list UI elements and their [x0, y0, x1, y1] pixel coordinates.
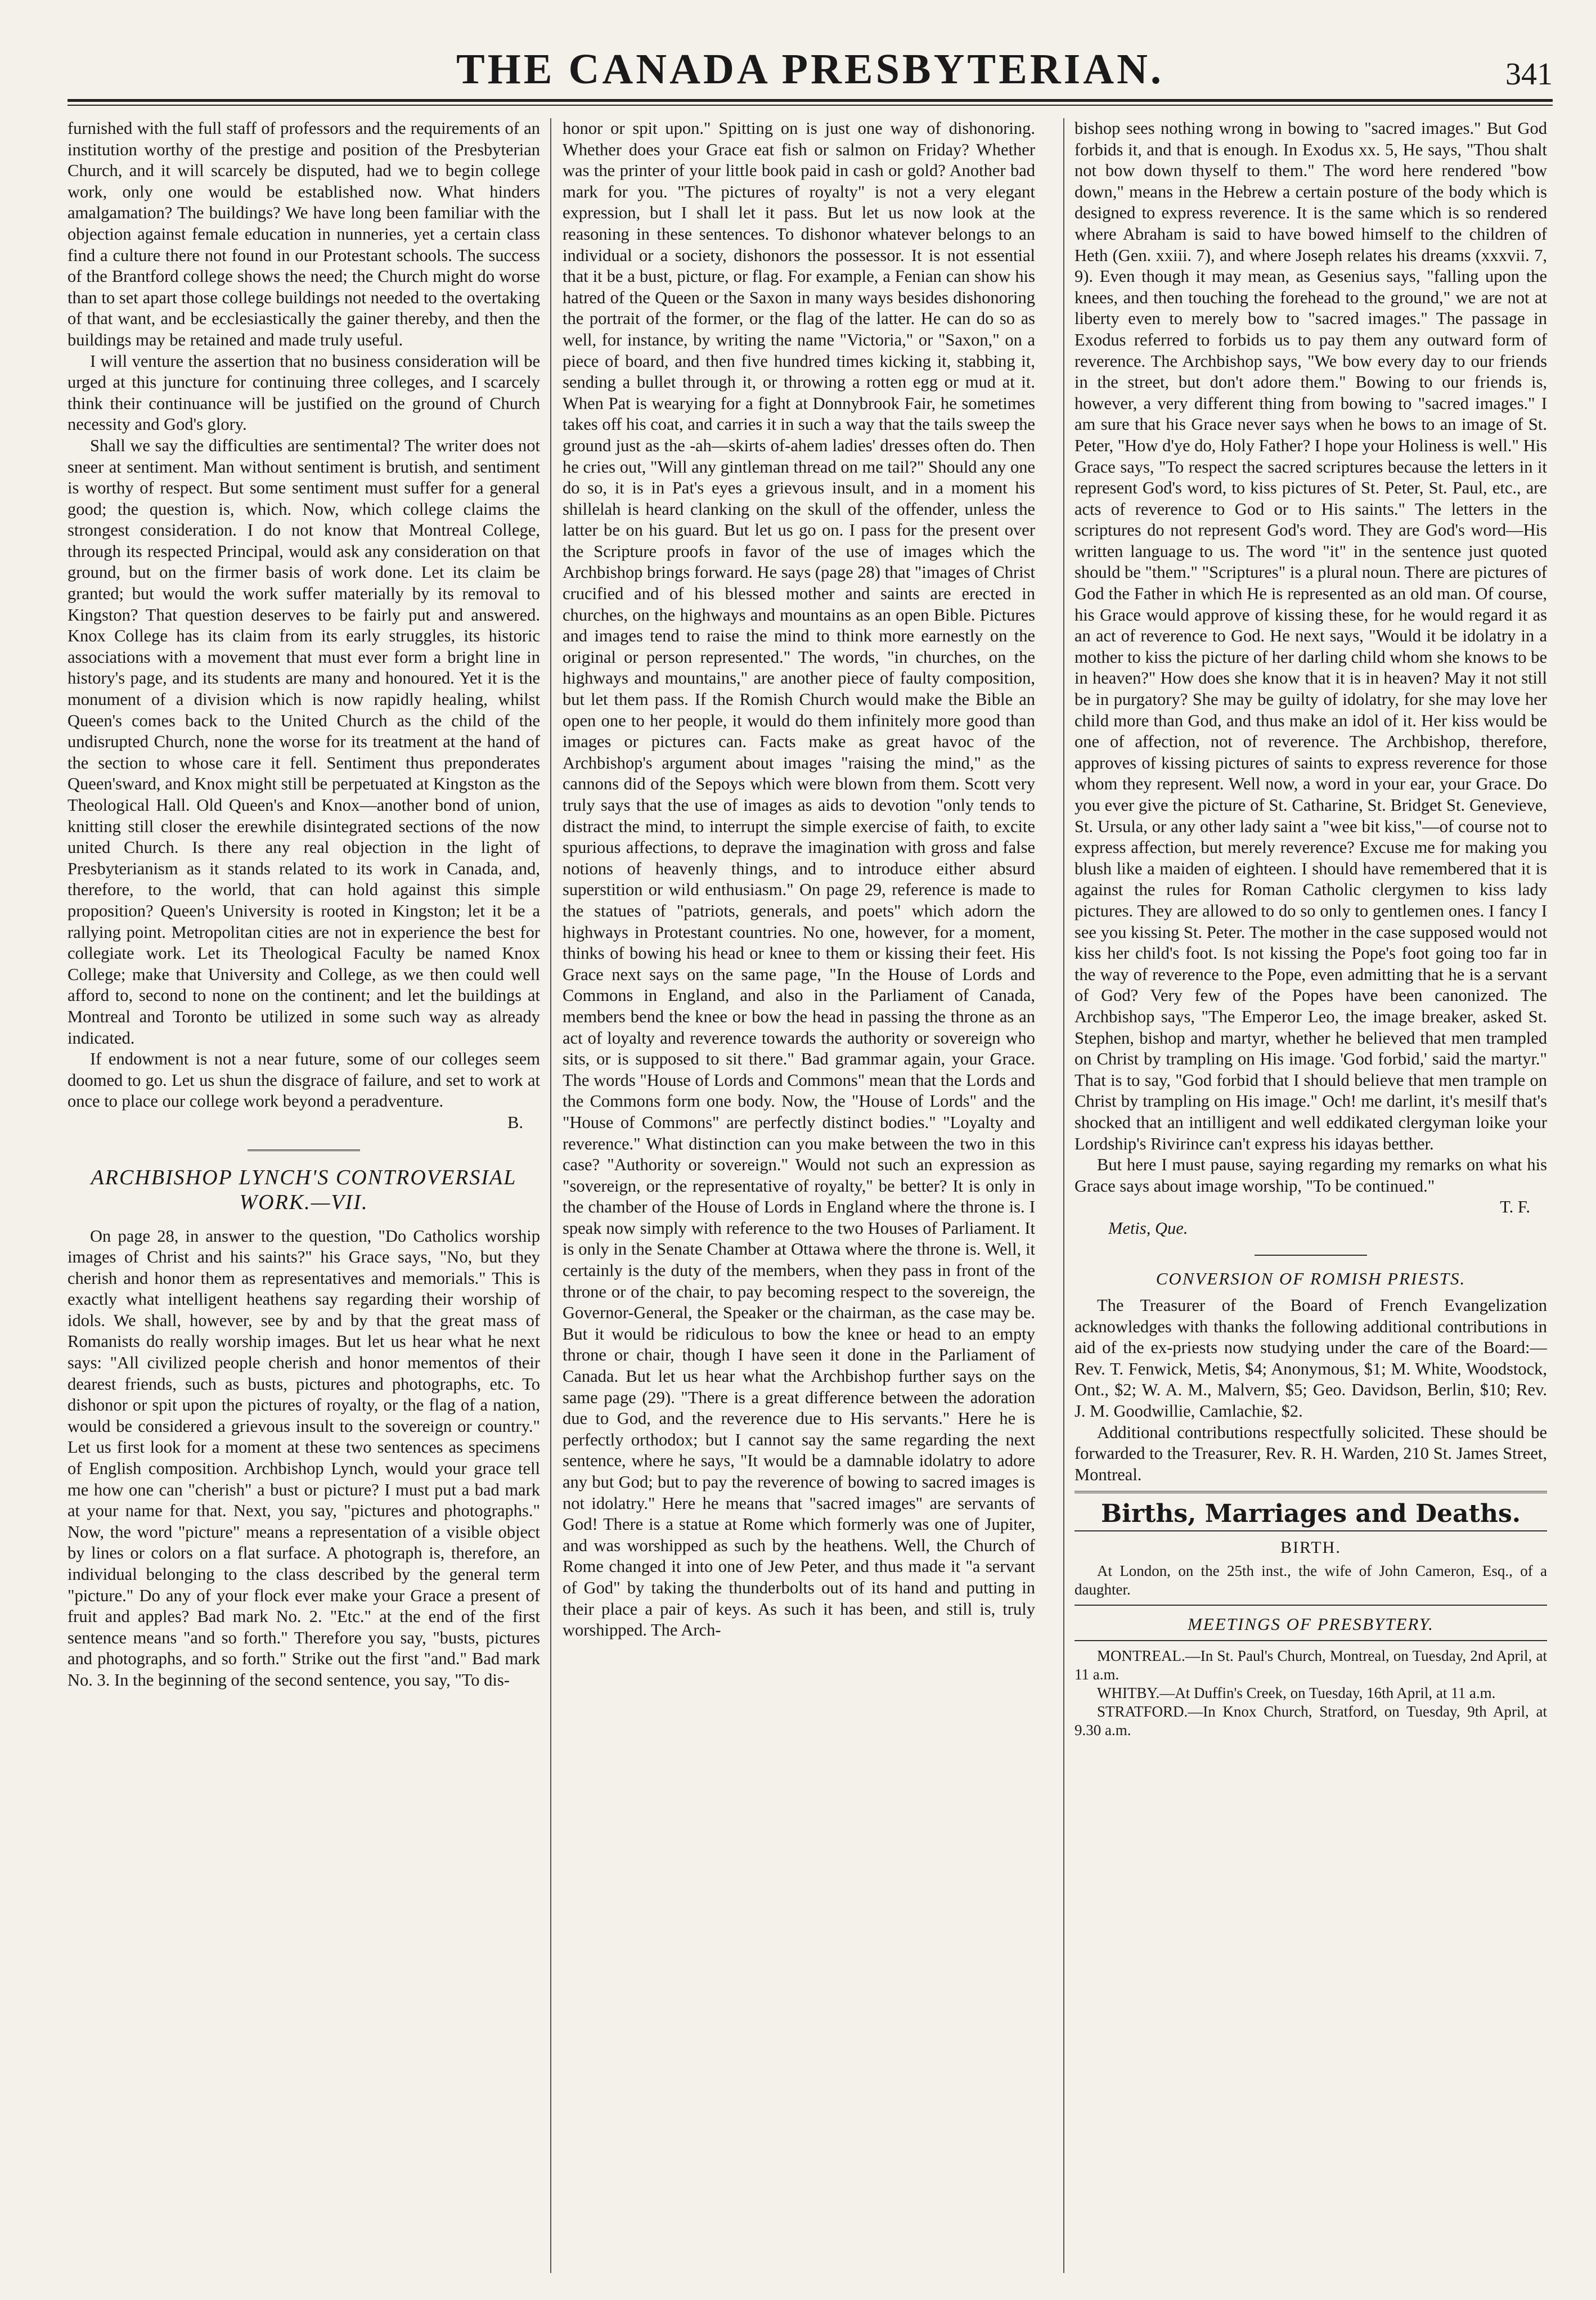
- section-rule: [248, 1149, 360, 1153]
- signature: T. F.: [1500, 1197, 1530, 1217]
- paragraph: bishop sees nothing wrong in bowing to "sacred images." But God forbids it, and that is enough. In Exodus xx. 5, He says, "Thou shalt not bow down thyself to them." The word here rendered "bow down," means in the Hebrew a certain posture of the body which is designed to express reverence. It is the same which is so rendered where Abraham is said to have bowed himself to the children of Heth (Gen. xxiii. 7), and where Joseph relates his dreams (xxxvii. 7, 9). Even though it may mean, as Gesenius says, "falling upon the knees, and then touching the forehead to the ground," we are not at liberty even to merely bow to "sacred images." The passage in Exodus referred to forbids us to pay them any outward form of reverence. The Archbishop says, "We bow every day to our friends in the street, but don't adore them." Bowing to our friends is, however, a very different thing from bowing to "sacred images." I am sure that his Grace never says when he bows to an image of St. Peter, "How d'ye do, Holy Father? I hope your Holiness is well." His Grace says, "To respect the sacred scriptures because the letters in it represent God's word, to kiss pictures of St. Peter, St. Paul, etc., are acts of reverence to God or to His saints." The letters in the scriptures do not represent God's word. They are God's word—His written language to us. The word "it" in the sentence just quoted should be "them." "Scriptures" is a plural noun. There are pictures of God the Father in which He is represented as an old man. Of course, his Grace would approve of kissing these, for he would regard it as an act of reverence to God. He next says, "Would it be idolatry in a mother to kiss the picture of her darling child whom she knows to be in heaven?" How does she know that it is in heaven? May it not still be in purgatory? She may be guilty of idolatry, for she may love her child more than God, and thus make an idol of it. Her kiss would be one of affection, not of reverence. The Archbishop, therefore, approves of kissing pictures of saints to express reverence for those whom they represent. Well now, a word in your ear, your Grace. Do you ever give the picture of St. Catharine, St. Bridget St. Genevieve, St. Ursula, or any other lady saint a "wee bit kiss,"—of course not to express affection, but merely reverence? Excuse me for making you blush like a maiden of eighteen. I should have remembered that it is against the rules for Roman Catholic clergymen to kiss lady pictures. They are allowed to do so only to gentlemen ones. I fancy I see you kissing St. Peter. The mother in the case supposed would not kiss her child's foot. Is not kissing the Pope's foot going too far in the way of reverence to the Pope, even admitting that he is a servant of God? Very few of the Popes have been canonized. The Archbishop says, "The Emperor Leo, the image breaker, asked St. Stephen, bishop and martyr, whether he believed that men trampled on Christ by trampling on His image. 'God forbid,' said the martyr." That is to say, "God forbid that I should believe that men trample on Christ by trampling on His image." Och! me darlint, it's mesilf that's shocked that an intilligent and well eddikated clergyman loike your Lordship's Rivirince can't express his idayas betther.: [1075, 119, 1547, 1153]
- paragraph: If endowment is not a near future, some of our colleges seem doomed to go. Let us shun the disgrace of failure, and set to work at once to place our college work beyond a peradventure.: [68, 1049, 540, 1111]
- subsection-heading: BIRTH.: [1280, 1538, 1341, 1557]
- masthead-rule-thin: [68, 105, 1553, 106]
- meeting-notice: MONTREAL.—In St. Paul's Church, Montreal, on Tuesday, 2nd April, at 11 a.m.: [1075, 1647, 1547, 1683]
- section-rule: [1075, 1530, 1547, 1531]
- paragraph: The Treasurer of the Board of French Evangelization acknowledges with thanks the following additional contributions in aid of the ex-priests now studying under the care of the Board:—Rev. T. Fenwick, Metis, $4; Anonymous, $1; M. White, Woodstock, Ont., $2; W. A. M., Malvern, $5; Geo. Davidson, Berlin, $10; Rev. J. M. Goodwillie, Camlachie, $2.: [1075, 1296, 1547, 1421]
- article-heading: ARCHBISHOP LYNCH'S CONTROVERSIAL WORK.—VII.: [91, 1165, 517, 1214]
- column-3: [1075, 118, 1547, 2273]
- masthead-rule: [68, 99, 1553, 102]
- column-divider: [550, 118, 551, 2273]
- paragraph: On page 28, in answer to the question, "Do Catholics worship images of Christ and his saints?" his Grace says, "No, but they cherish and honor them as representatives and memorials." This is exactly what intelligent heathens say regarding their worship of idols. We shall, however, see by and by that the great mass of Romanists do really worship images. But let us hear what he next says: "All civilized people cherish and honor mementos of their dearest friends, such as busts, pictures and photographs, etc. To dishonor or spit upon the pictures of royalty, or the flag of a nation, would be considered a grievous insult to the sovereign or country." Let us first look for a moment at these two sentences as specimens of English composition. Archbishop Lynch, would your grace tell me how one can "cherish" a bust or picture? I must put a bad mark at your name for that. Next, you say, "pictures and photographs." Now, the word "picture" means a representation of a visible object by lines or colors on a flat surface. A photograph is, therefore, an individual belonging to the class described by the general term "picture." Do any of your flock ever make your Grace a present of fruit and apples? Bad mark No. 2. "Etc." at the end of the first sentence means "and so forth." Therefore you say, "busts, pictures and photographs, and so forth." Strike out the first "and." Bad mark No. 3. In the beginning of the second sentence, you say, "To dis-: [68, 1226, 540, 1690]
- section-rule: [1075, 1491, 1547, 1495]
- meeting-notice: WHITBY.—At Duffin's Creek, on Tuesday, 16th April, at 11 a.m.: [1097, 1684, 1496, 1702]
- column-2: [563, 118, 1035, 2273]
- paragraph: Additional contributions respectfully solicited. These should be forwarded to the Treasurer, Rev. R. H. Warden, 210 St. James Street, Montreal.: [1075, 1422, 1547, 1484]
- section-heading: Births, Marriages and Deaths.: [1100, 1499, 1521, 1529]
- birth-notice: At London, on the 25th inst., the wife of John Cameron, Esq., of a daughter.: [1075, 1562, 1547, 1598]
- page-number: 341: [1505, 57, 1553, 92]
- meeting-notice: STRATFORD.—In Knox Church, Stratford, on Tuesday, 9th April, at 9.30 a.m.: [1075, 1703, 1547, 1739]
- paragraph: furnished with the full staff of professors and the requirements of an institution worthy of the prestige and position of the Presbyterian Church, and it will scarcely be disputed, had we to begin college work, only one would be established now. What hinders amalgamation? The buildings? We have long been familiar with the objection against female education in nunneries, yet a certain class find a culture there not found in our Protestant schools. The success of the Brantford college shows the need; the Church might do worse than to set apart those college buildings not needed to the overtaking of that want, and be ecclesiastically the gainer thereby, and then the buildings may be retained and made truly useful.: [68, 119, 540, 349]
- paragraph: honor or spit upon." Spitting on is just one way of dishonoring. Whether does your Grace eat fish or salmon on Friday? Whether was the printer of your little book paid in cash or gold? Another bad mark for you. "The pictures of royalty" is not a very elegant expression, but I shall let it pass. But let us now look at the reasoning in these sentences. To dishonor whatever belongs to an individual or a society, dishonors the possessor. It is not essential that it be a bust, picture, or flag. For example, a Fenian can show his hatred of the Queen or the Saxon in many ways besides dishonoring the portrait of the former, or the flag of the latter. He can do so as well, for instance, by writing the name "Victoria," or "Saxon," on a piece of board, and then five hundred times kicking it, stabbing it, sending a bullet through it, or throwing a rotten egg or mud at it. When Pat is wearying for a fight at Donnybrook Fair, he sometimes takes off his coat, and carries it in such a way that the tails sweep the ground just as the -ah—skirts of-ahem ladies' dresses often do. Then he cries out, "Will any gintleman thread on me tail?" Should any one do so, it is in Pat's eyes a grievous insult, and in a moment his shillelah is heard clanking on the skull of the offender, unless the latter be on his guard. But let us go on. I pass for the present over the Scripture proofs in favor of the use of images which the Archbishop brings forward. He says (page 28) that "images of Christ crucified and of his blessed mother and saints are erected in churches, on the highways and mountains as an open Bible. Pictures and images tend to raise the mind to think more earnestly on the original or person represented." The words, "in churches, on the highways and mountains," are another piece of faulty composition, but let them pass. If the Romish Church would make the Bible an open one to her people, it would do them infinitely more good than images or pictures can. Facts make as great havoc of the Archbishop's argument about images "raising the mind," as the cannons did of the Sepoys which were blown from them. Scott very truly says that the use of images as aids to devotion "only tends to distract the mind, to interrupt the simple exercise of faith, to excite spurious affections, to deprave the imagination with gross and false notions of heavenly things, and to introduce either absurd superstition or wild enthusiasm." On page 29, reference is made to the statues of "patriots, generals, and poets" which adorn the highways in Protestant countries. No one, however, for a moment, thinks of bowing his head or knee to them or kissing their feet. His Grace next says on the same page, "In the House of Lords and Commons in England, and also in the Parliament of Canada, members bend the knee or bow the head in passing the throne as an act of loyalty and reverence towards the authority or sovereign who sits, or is supposed to sit there." Bad grammar again, your Grace. The words "House of Lords and Commons" mean that the Lords and the Commons form one body. Now, the "House of Lords" and the "House of Commons" are perfectly distinct bodies." "Loyalty and reverence." What distinction can you make between the two in this case? "Authority or sovereign." Would not such an expression as "sovereign, or the representative of royalty," be better? It is only in the chamber of the House of Lords in England where the throne is. I speak now simply with reference to the two Houses of Parliament. It is only in the Senate Chamber at Ottawa where the throne is. Well, it certainly is the duty of the members, when they pass in front of the throne or of the chair, to pay becoming respect to the sovereign, the Governor-General, the Speaker or the chairman, as the case may be. But it would be ridiculous to bow the knee or head to an empty throne or chair, though I have seen it done in the Parliament of Canada. But let us hear what the Archbishop further says on the same page (29). "There is a great difference between the adoration due to God, and the reverence due to His servants." Here he is perfectly orthodox; but I cannot say the same regarding the next sentence, where he says, "It would be a damnable idolatry to adore any but God; but to pay the reverence of bowing to sacred images is not idolatry." Here he means that "sacred images" are servants of God! There is a statue at Rome which formerly was one of Jupiter, and was worshipped as such by the heathens. Well, the Church of Rome changed it into one of Jew Peter, and thus made it "a servant of God" by taking the thunderbolts out of its hand and putting in their place a pair of keys. As such it has been, and still is, truly worshipped. The Arch-: [563, 119, 1035, 1640]
- section-rule: [1075, 1640, 1547, 1641]
- column-divider: [1063, 118, 1064, 2273]
- paragraph: I will venture the assertion that no business consideration will be urged at this juncture for continuing three colleges, and I scarcely think their continuance will be justified on the ground of Church necessity and God's glory.: [68, 351, 540, 434]
- signature: B.: [507, 1112, 523, 1132]
- column-1: [68, 118, 540, 2273]
- masthead: [68, 39, 1553, 101]
- paragraph: Shall we say the difficulties are sentimental? The writer does not sneer at sentiment. Man without sentiment is brutish, and sentiment is worthy of respect. But some sentiment must suffer for a general good; the question is, which. Now, which college claims the strongest consideration. I do not know that Montreal College, through its respected Principal, would ask any consideration on that ground, but on the firmer basis of work done. Let its claim be granted; but would the work suffer materially by its removal to Kingston? That question deserves to be fairly put and answered. Knox College has its claim from its early struggles, its historic associations with a movement that must ever form a bright line in history's page, and its students are many and honoured. Yet it is the monument of a division which is now rapidly healing, whilst Queen's comes back to the United Church as the child of the undisrupted Church, none the worse for its treatment at the hand of the section to whose care it fell. Sentiment thus preponderates Queen'sward, and Knox might still be perpetuated at Kingston as the Theological Hall. Old Queen's and Knox—another bond of union, knitting still closer the erewhile disintegrated sections of the now united Church. Is there any real objection in the light of Presbyterianism as it stands related to its work in Canada, and, therefore, to the world, that can hold against this simple proposition? Queen's University is rooted in Kingston; let it be a rallying point. Metropolitan cities are not in experience the best for collegiate work. Let its Theological Faculty be named Knox College; make that University and College, as we then could well afford to, second to none on the continent; and let the buildings at Montreal and Toronto be utilized in some such way as already indicated.: [68, 435, 540, 1048]
- section-rule: [1255, 1255, 1367, 1256]
- section-rule: [1075, 1605, 1547, 1606]
- dateline: Metis, Que.: [1108, 1218, 1188, 1238]
- paragraph: But here I must pause, saying regarding my remarks on what his Grace says about image worship, "To be continued.": [1075, 1155, 1547, 1196]
- article-heading: CONVERSION OF ROMISH PRIESTS.: [1156, 1269, 1466, 1289]
- subsection-heading: MEETINGS OF PRESBYTERY.: [1188, 1614, 1434, 1634]
- page-title: THE CANADA PRESBYTERIAN.: [456, 46, 1165, 93]
